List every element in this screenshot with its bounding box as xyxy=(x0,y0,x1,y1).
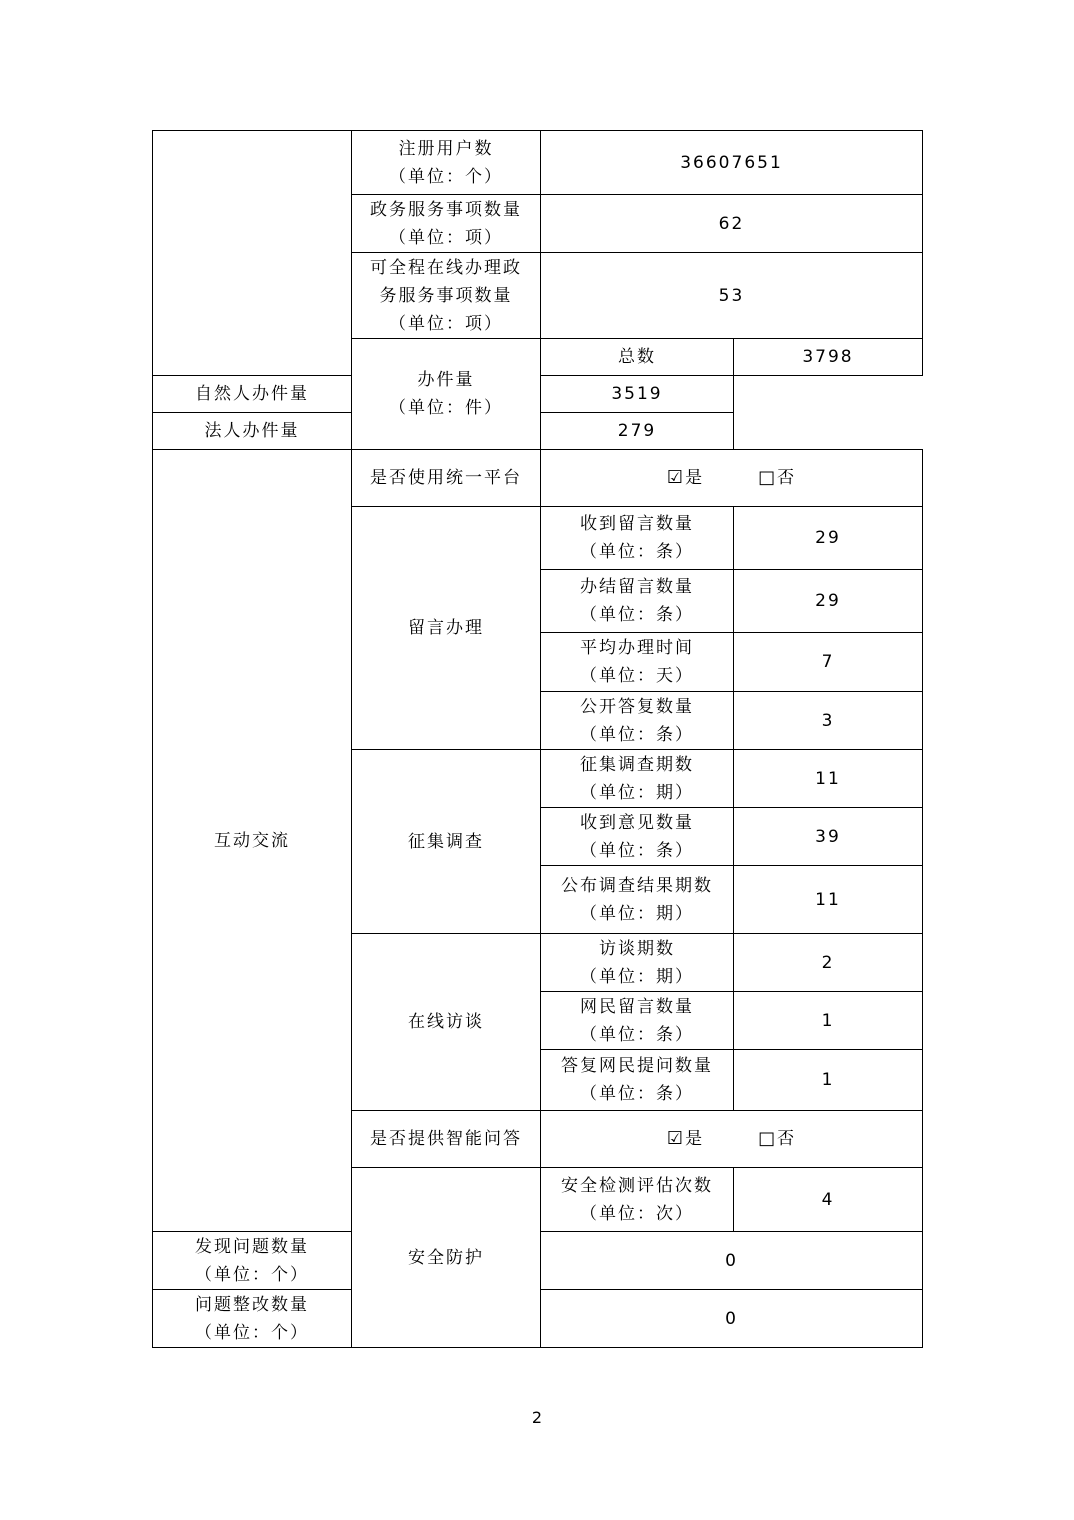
cases-label: 办件量 （单位：件） xyxy=(352,339,541,450)
interview-netizen-msgs-value: 1 xyxy=(734,992,923,1050)
cases-total-value: 3798 xyxy=(734,339,923,376)
security-assessments-value: 4 xyxy=(734,1168,923,1232)
security-issues-found-value: 0 xyxy=(541,1232,923,1290)
interview-periods-value: 2 xyxy=(734,934,923,992)
empty-box-icon: □ xyxy=(758,467,778,488)
cases-legal-value: 279 xyxy=(541,413,734,450)
service-items-value: 62 xyxy=(541,195,923,253)
cases-natural-label: 自然人办件量 xyxy=(153,376,352,413)
section-label-interaction: 互动交流 xyxy=(153,450,352,1232)
messages-received-label: 收到留言数量 （单位：条） xyxy=(541,507,734,570)
survey-results-label: 公布调查结果期数 （单位：期） xyxy=(541,866,734,934)
survey-periods-value: 11 xyxy=(734,750,923,808)
security-issues-found-label: 发现问题数量 （单位：个） xyxy=(153,1232,352,1290)
survey-label: 征集调查 xyxy=(352,750,541,934)
option-no: □ 否 xyxy=(758,1125,796,1153)
empty-box-icon: □ xyxy=(758,1128,778,1149)
interview-label: 在线访谈 xyxy=(352,934,541,1111)
survey-periods-label: 征集调查期数 （单位：期） xyxy=(541,750,734,808)
option-yes-checked: ☑ 是 xyxy=(667,1125,704,1153)
messages-received-value: 29 xyxy=(734,507,923,570)
checked-box-icon: ☑ xyxy=(666,1128,686,1149)
unified-platform-label: 是否使用统一平台 xyxy=(352,450,541,507)
cases-total-label: 总数 xyxy=(541,339,734,376)
messages-closed-value: 29 xyxy=(734,570,923,633)
interview-netizen-msgs-label: 网民留言数量 （单位：条） xyxy=(541,992,734,1050)
section-label-security: 安全防护 xyxy=(352,1168,541,1348)
survey-results-value: 11 xyxy=(734,866,923,934)
interview-answered-value: 1 xyxy=(734,1050,923,1111)
messages-public-replies-label: 公开答复数量 （单位：条） xyxy=(541,692,734,750)
online-items-value: 53 xyxy=(541,253,923,339)
section-label-empty xyxy=(153,131,352,376)
option-yes-checked: ☑ 是 xyxy=(667,464,704,492)
survey-opinions-label: 收到意见数量 （单位：条） xyxy=(541,808,734,866)
cases-legal-label: 法人办件量 xyxy=(153,413,352,450)
page-number: 2 xyxy=(531,1408,543,1427)
messages-avg-time-value: 7 xyxy=(734,633,923,692)
registered-users-label: 注册用户数 （单位：个） xyxy=(352,131,541,195)
security-issues-fixed-label: 问题整改数量 （单位：个） xyxy=(153,1290,352,1348)
messages-closed-label: 办结留言数量 （单位：条） xyxy=(541,570,734,633)
messages-avg-time-label: 平均办理时间 （单位：天） xyxy=(541,633,734,692)
smart-qa-label: 是否提供智能问答 xyxy=(352,1111,541,1168)
security-issues-fixed-value: 0 xyxy=(541,1290,923,1348)
interview-answered-label: 答复网民提问数量 （单位：条） xyxy=(541,1050,734,1111)
option-no: □ 否 xyxy=(758,464,796,492)
cases-natural-value: 3519 xyxy=(541,376,734,413)
messages-public-replies-value: 3 xyxy=(734,692,923,750)
survey-opinions-value: 39 xyxy=(734,808,923,866)
smart-qa-options xyxy=(541,1111,923,1168)
online-items-label: 可全程在线办理政 务服务事项数量 （单位：项） xyxy=(352,253,541,339)
messages-label: 留言办理 xyxy=(352,507,541,750)
interview-periods-label: 访谈期数 （单位：期） xyxy=(541,934,734,992)
statistics-table xyxy=(152,130,923,1348)
security-assessments-label: 安全检测评估次数 （单位：次） xyxy=(541,1168,734,1232)
service-items-label: 政务服务事项数量 （单位：项） xyxy=(352,195,541,253)
unified-platform-options xyxy=(541,450,923,507)
checked-box-icon: ☑ xyxy=(666,467,686,488)
registered-users-value: 36607651 xyxy=(541,131,923,195)
